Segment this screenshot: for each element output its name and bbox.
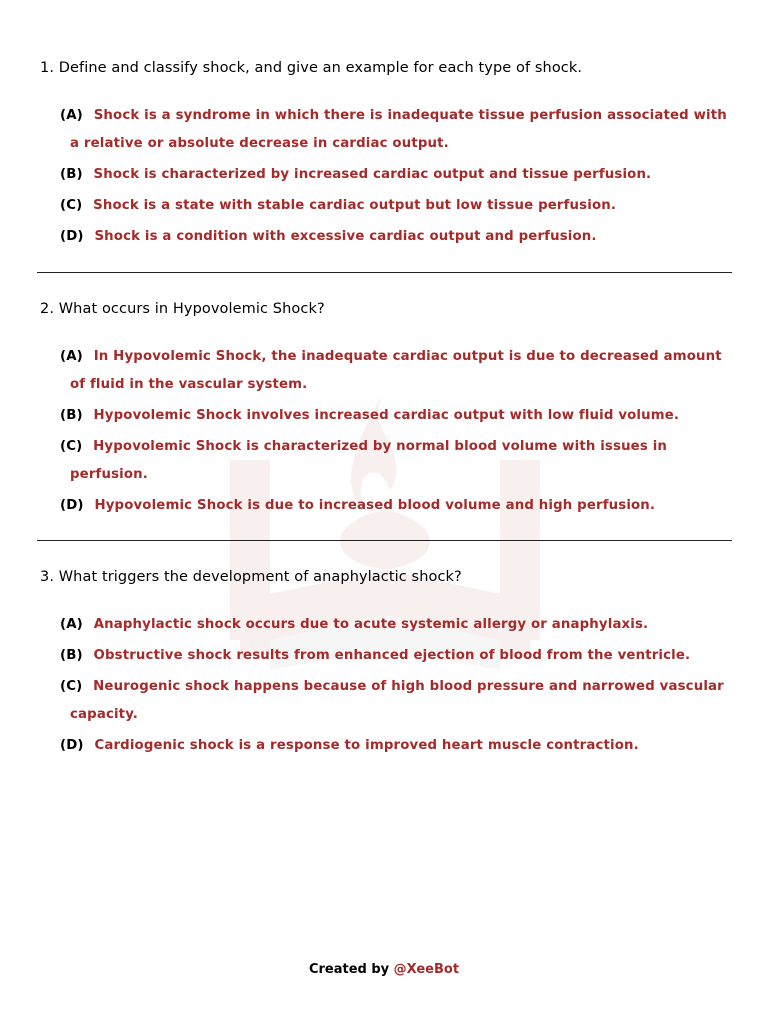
option-b[interactable] xyxy=(60,642,728,670)
option-d[interactable] xyxy=(60,492,728,520)
option-letter: (D) xyxy=(60,229,84,244)
option-letter: (C) xyxy=(60,679,83,694)
footer-handle-link[interactable]: @XeeBot xyxy=(393,962,460,977)
option-text: Shock is a state with stable cardiac output but low tissue perfusion. xyxy=(93,198,617,213)
option-c[interactable] xyxy=(60,673,728,729)
option-letter: (B) xyxy=(60,167,83,182)
option-a[interactable] xyxy=(60,102,728,158)
footer-prefix: Created by xyxy=(308,962,390,977)
question-3 xyxy=(40,567,730,763)
option-text: Anaphylactic shock occurs due to acute systemic allergy or anaphylaxis. xyxy=(93,617,649,632)
option-text: Hypovolemic Shock is due to increased blood volume and high perfusion. xyxy=(94,498,656,513)
question-title: 2. What occurs in Hypovolemic Shock? xyxy=(40,301,325,317)
question-1 xyxy=(40,58,730,254)
option-letter: (B) xyxy=(60,408,83,423)
option-text: Hypovolemic Shock involves increased cardiac output with low fluid volume. xyxy=(93,408,680,423)
footer-credit xyxy=(0,962,768,977)
section-divider xyxy=(37,272,732,273)
options-list xyxy=(60,343,728,520)
option-a[interactable] xyxy=(60,611,728,639)
section-divider xyxy=(37,540,732,541)
question-title: 1. Define and classify shock, and give an example for each type of shock. xyxy=(40,60,583,76)
option-letter: (A) xyxy=(60,617,83,632)
option-text-continued: perfusion. xyxy=(70,467,148,482)
option-text: Obstructive shock results from enhanced ejection of blood from the ventricle. xyxy=(93,648,691,663)
option-c[interactable] xyxy=(60,433,728,489)
option-text-continued: capacity. xyxy=(70,707,138,722)
option-letter: (A) xyxy=(60,108,83,123)
question-2 xyxy=(40,299,730,523)
option-text-continued: of fluid in the vascular system. xyxy=(70,377,308,392)
option-letter: (C) xyxy=(60,198,83,213)
option-text: Neurogenic shock happens because of high blood pressure and narrowed vascular xyxy=(93,679,724,694)
option-letter: (D) xyxy=(60,498,84,513)
option-text: Shock is a syndrome in which there is inadequate tissue perfusion associated with xyxy=(93,108,727,123)
option-text: Cardiogenic shock is a response to improved heart muscle contraction. xyxy=(94,738,639,753)
option-c[interactable] xyxy=(60,192,728,220)
option-a[interactable] xyxy=(60,343,728,399)
options-list xyxy=(60,102,728,251)
option-text: Shock is characterized by increased cardiac output and tissue perfusion. xyxy=(93,167,652,182)
option-letter: (C) xyxy=(60,439,83,454)
option-text: Hypovolemic Shock is characterized by normal blood volume with issues in xyxy=(93,439,668,454)
option-text: In Hypovolemic Shock, the inadequate cardiac output is due to decreased amount xyxy=(93,349,722,364)
option-letter: (D) xyxy=(60,738,84,753)
option-b[interactable] xyxy=(60,161,728,189)
option-text-continued: a relative or absolute decrease in cardiac output. xyxy=(70,136,449,151)
options-list xyxy=(60,611,728,760)
option-letter: (B) xyxy=(60,648,83,663)
question-title: 3. What triggers the development of anaphylactic shock? xyxy=(40,569,462,585)
option-letter: (A) xyxy=(60,349,83,364)
option-text: Shock is a condition with excessive cardiac output and perfusion. xyxy=(94,229,597,244)
option-d[interactable] xyxy=(60,732,728,760)
option-d[interactable] xyxy=(60,223,728,251)
option-b[interactable] xyxy=(60,402,728,430)
